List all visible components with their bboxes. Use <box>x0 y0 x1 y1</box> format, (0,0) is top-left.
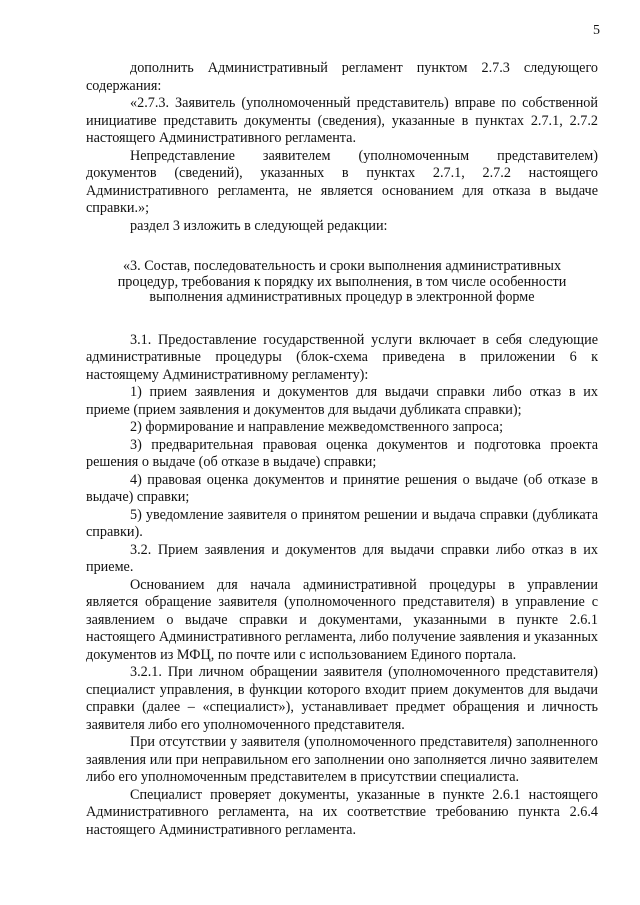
section-heading: «3. Состав, последовательность и сроки выполнения административных процедур, требования к порядку их выполнения, в том числе особенности выполнения административных процедур в электронной форме <box>117 258 567 305</box>
list-item: 4) правовая оценка документов и принятие решения о выдаче (об отказе в выдаче) справки; <box>86 471 598 505</box>
paragraph: Специалист проверяет документы, указанные в пункте 2.6.1 настоящего Административного регламента, на их соответствие требованию пункта 2.6.4 настоящего Административного регламента. <box>86 786 598 838</box>
paragraph: «2.7.3. Заявитель (уполномоченный представитель) вправе по собственной инициативе представить документы (сведения), указанные в пунктах 2.7.1, 2.7.2 настоящего Административного регламента. <box>86 95 598 146</box>
list-item: 1) прием заявления и документов для выдачи справки либо отказ в их приеме (прием заявления и документов для выдачи дубликата справки); <box>86 384 598 418</box>
list-item: 5) уведомление заявителя о принятом решении и выдача справки (дубликата справки). <box>86 506 598 540</box>
paragraph: 3.1. Предоставление государственной услуги включает в себя следующие административные процедуры (блок-схема приведена в приложении 6 к настоящему Административному регламенту): <box>86 331 598 383</box>
list-item: 2) формирование и направление межведомственного запроса; <box>130 419 504 435</box>
paragraph: Непредставление заявителем (уполномоченным представителем) документов (сведений), указанных в пунктах 2.7.1, 2.7.2 настоящего Административного регламента, не является основанием для отказа в выдаче справки.»; <box>86 147 598 216</box>
paragraph: 3.2.1. При личном обращении заявителя (уполномоченного представителя) специалист управления, в функции которого входит прием документов для выдачи справки (далее – «специалист»), устанавливает предмет обращения и личность заявителя либо его уполномоченного представителя. <box>86 664 598 733</box>
list-item: 3) предварительная правовая оценка документов и подготовка проекта решения о выдаче (об отказе в выдаче) справки; <box>86 436 598 470</box>
page-number: 5 <box>593 23 600 38</box>
paragraph: раздел 3 изложить в следующей редакции: <box>130 217 388 234</box>
paragraph: 3.2. Прием заявления и документов для выдачи справки либо отказ в их приеме. <box>86 541 598 575</box>
paragraph: При отсутствии у заявителя (уполномоченного представителя) заполненного заявления или при неправильном его заполнении оно заполняется лично заявителем либо его уполномоченным представителем в присутствии специалиста. <box>86 734 598 785</box>
document-body <box>86 60 598 839</box>
paragraph: дополнить Административный регламент пунктом 2.7.3 следующего содержания: <box>86 60 598 94</box>
paragraph: Основанием для начала административной процедуры в управлении является обращение заявителя (уполномоченного представителя) в управление с заявлением о выдаче справки и документами, указанными в пункте 2.6.1 настоящего Административного регламента, либо получение заявления и указанных документов из МФЦ, по почте или с использованием Единого портала. <box>86 576 598 663</box>
